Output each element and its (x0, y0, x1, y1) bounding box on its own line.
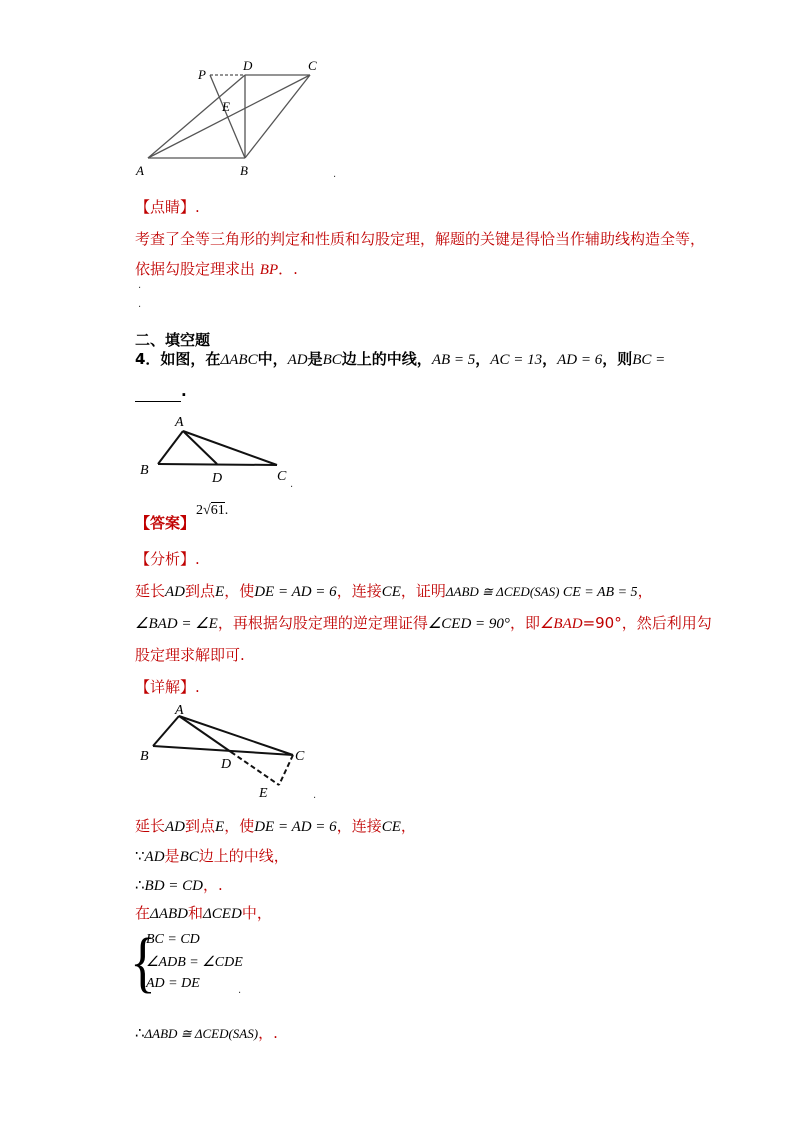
q-bc: BC (322, 352, 342, 368)
q-text: 边上的中线， (341, 350, 432, 368)
q-cond-ac: AC = 13 (490, 352, 543, 368)
dianjing-line2-prefix: 依据勾股定理求出 (135, 260, 260, 278)
system-eq-3: AD = DE (146, 976, 200, 991)
s-math: E (215, 819, 225, 835)
label-E: E (222, 99, 230, 114)
figure-parallelogram (130, 55, 350, 185)
a-math: AD (165, 584, 186, 600)
s-text: ，使 (224, 817, 255, 835)
step-1 (135, 815, 416, 838)
s-text: 边上的中线， (198, 847, 289, 865)
analysis-heading: 【分析】. (135, 550, 200, 568)
edge-BC (245, 75, 310, 158)
a-math: CE = AB = 5 (559, 585, 638, 600)
a-math: ∠BAD (539, 616, 583, 632)
edge-AC (183, 431, 277, 465)
q-ad: AD (287, 352, 308, 368)
section-title: 二、填空题 (135, 331, 211, 349)
edge-AD (148, 75, 245, 158)
s-math: ΔCED (203, 906, 242, 922)
label-D: D (212, 471, 223, 486)
a-text: ，证明 (400, 582, 446, 600)
dianjing-line2 (135, 258, 298, 281)
stray-dot: · (290, 482, 294, 493)
s-math: BC (179, 849, 199, 865)
answer-coef: 2 (196, 503, 203, 518)
label-P: P (198, 67, 206, 82)
s-text: 到点 (185, 817, 216, 835)
label-D: D (221, 757, 232, 772)
a-text: ，再根据勾股定理的逆定理证得 (217, 614, 428, 632)
s-text: 延长 (135, 817, 166, 835)
a-math: ∠BAD = ∠E (135, 616, 218, 632)
s-text: ，. (203, 876, 223, 894)
dianjing-heading: 【点睛】. (135, 198, 200, 216)
s-text: ，. (258, 1024, 278, 1042)
label-A: A (175, 703, 184, 718)
stray-dot: · (238, 988, 242, 999)
a-math: DE = AD = 6 (254, 584, 337, 600)
answer-value (196, 503, 228, 519)
s-text: ，连接 (336, 817, 382, 835)
label-A: A (136, 163, 144, 178)
a-math: ∠CED = 90° (427, 616, 510, 632)
s-math: ΔABD (150, 906, 188, 922)
analysis-line2 (135, 612, 712, 635)
s-text: 中， (241, 904, 272, 922)
q-tri: ΔABC (220, 352, 258, 368)
answer-blank-line (135, 380, 187, 402)
system-eq-1: BC = CD (146, 932, 200, 947)
label-B: B (140, 749, 149, 764)
s-math: AD (144, 849, 165, 865)
analysis-line1 (135, 580, 653, 604)
s-text: 和 (187, 904, 203, 922)
s-text: 在 (135, 904, 151, 922)
q-ask: BC = (632, 352, 666, 368)
edge-AB (153, 716, 179, 746)
answer-radicand: 61 (210, 503, 225, 518)
a-math: E (215, 584, 225, 600)
stray-dot: · (138, 302, 142, 313)
q-text: 是 (307, 350, 323, 368)
s-math: AD (165, 819, 186, 835)
median-AD (183, 431, 217, 464)
label-C: C (277, 469, 287, 484)
label-C: C (308, 58, 317, 73)
a-text: ，连接 (336, 582, 382, 600)
stray-dot: · (138, 283, 142, 294)
step-3 (135, 874, 223, 897)
median-AD (179, 716, 231, 752)
q-text: ，则 (602, 350, 633, 368)
a-text: ，即 (509, 614, 540, 632)
sqrt-sign: √ (203, 503, 211, 518)
question-number: 4．如图，在 (135, 350, 221, 368)
label-C: C (295, 749, 305, 764)
figure-extended-triangle (135, 702, 325, 802)
a-text: 延长 (135, 582, 166, 600)
answer-tail: . (224, 503, 229, 518)
system-eq-2: ∠ADB = ∠CDE (146, 955, 243, 970)
system-brace: { (130, 924, 156, 1000)
a-text: 到点 (185, 582, 216, 600)
answer-blank (135, 385, 181, 402)
step-5 (135, 1022, 278, 1045)
edge-AB (158, 431, 183, 464)
s-symbol: ∴ (135, 876, 145, 894)
label-E: E (259, 786, 268, 801)
a-text: ， (637, 582, 653, 600)
s-text: 是 (164, 847, 180, 865)
a-text: =90°，然后利用勾 (582, 614, 712, 632)
a-math: CE (381, 584, 401, 600)
s-symbol: ∴ (135, 1024, 145, 1042)
question-4: 4．如图，在ΔABC中，AD是BC边上的中线，AB = 5，AC = 13，AD = 6，则BC = (135, 350, 666, 368)
dianjing-line2-math: BP (259, 262, 279, 278)
diag-AC (148, 75, 310, 158)
q-text: 中， (257, 350, 288, 368)
s-math: CE (381, 819, 401, 835)
edge-BC (158, 464, 277, 465)
line-PB (210, 75, 245, 158)
s-math: ΔABD ≅ ΔCED(SAS) (144, 1026, 259, 1041)
q-cond-ab: AB = 5 (431, 352, 476, 368)
step-2 (135, 845, 289, 868)
label-B: B (240, 163, 248, 178)
a-text: ，使 (224, 582, 255, 600)
label-D: D (243, 58, 253, 73)
dianjing-line1: 考查了全等三角形的判定和性质和勾股定理，解题的关键是得恰当作辅助线构造全等， (135, 230, 706, 248)
label-B: B (140, 463, 149, 478)
label-A: A (175, 415, 184, 430)
dianjing-line2-suffix: ．. (278, 260, 298, 278)
stray-dot: · (333, 172, 337, 183)
dashed-CE (279, 755, 293, 785)
figure-triangle (135, 412, 305, 492)
s-text: ， (400, 817, 416, 835)
q-end: . (181, 382, 187, 400)
analysis-line3: 股定理求解即可. (135, 646, 245, 664)
s-math: DE = AD = 6 (254, 819, 337, 835)
detail-heading: 【详解】. (135, 678, 200, 696)
q-cond-ad: AD = 6 (557, 352, 603, 368)
step-4 (135, 902, 272, 925)
stray-dot: · (313, 793, 317, 804)
answer-label: 【答案】 (135, 514, 196, 532)
s-symbol: ∵ (135, 847, 145, 865)
a-math: ΔABD ≅ ΔCED(SAS) (445, 584, 560, 599)
s-math: BD = CD (144, 878, 204, 894)
dashed-DE (231, 752, 279, 785)
